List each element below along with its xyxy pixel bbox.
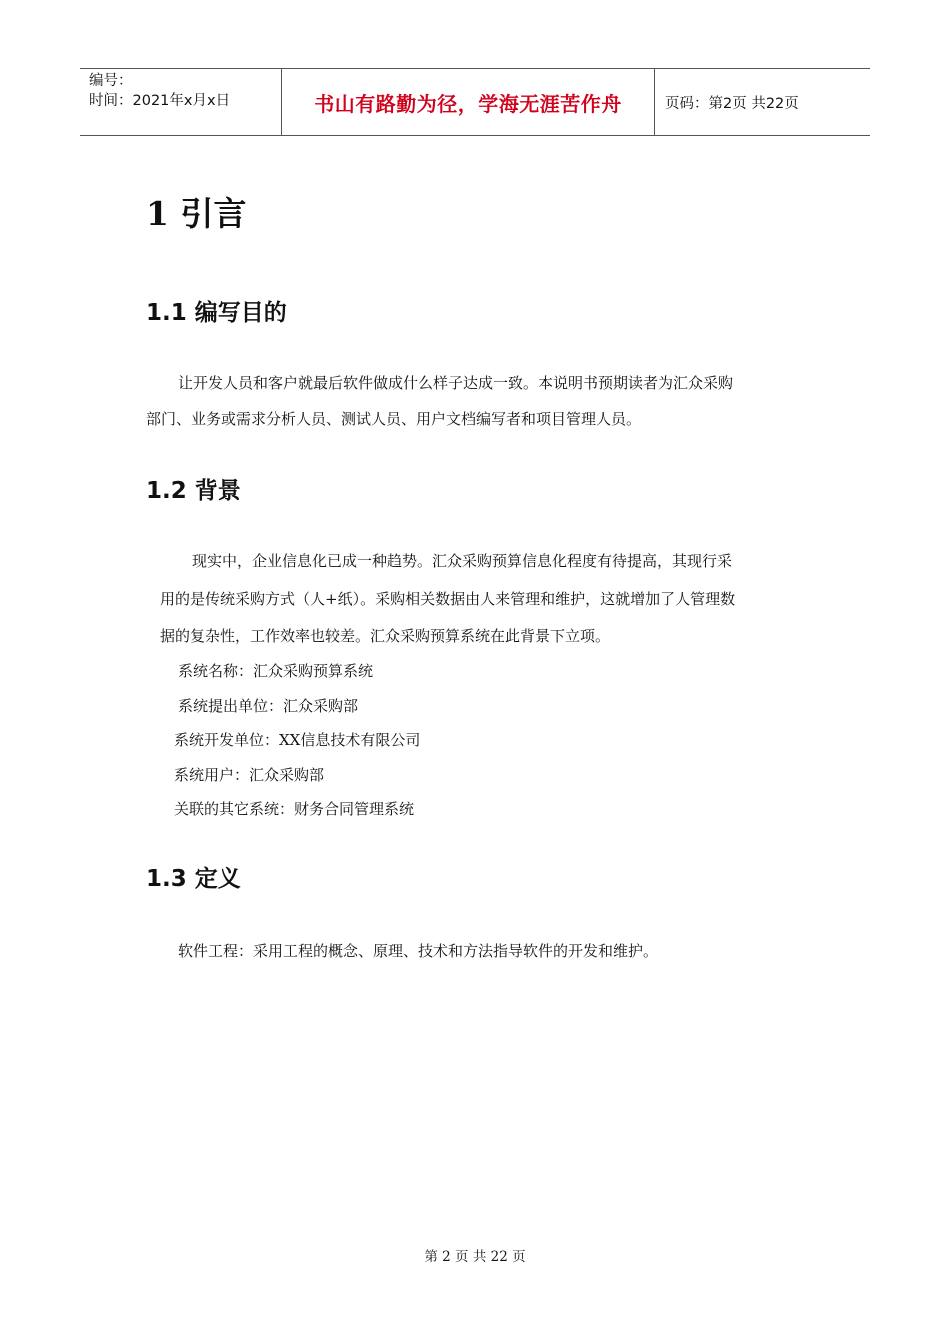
section-heading-1-1: 1.1 编写目的 [146, 300, 287, 326]
paragraph-line: 让开发人员和客户就最后软件做成什么样子达成一致。本说明书预期读者为汇众采购 [178, 374, 734, 392]
list-item: 系统提出单位：汇众采购部 [178, 697, 359, 715]
section-heading-1-3: 1.3 定义 [146, 866, 241, 892]
paragraph-line: 部门、业务或需求分析人员、测试人员、用户文档编写者和项目管理人员。 [146, 410, 642, 428]
header-number: 编号： [89, 73, 133, 89]
section-heading-1-2: 1.2 背景 [146, 478, 241, 504]
page-title: 1 引言 [146, 194, 247, 233]
header-meta [80, 69, 282, 135]
list-item: 关联的其它系统：财务合同管理系统 [174, 800, 415, 818]
list-item: 系统用户：汇众采购部 [174, 766, 325, 784]
header-time: 时间：2021年x月x日 [89, 93, 231, 109]
page-footer: 第 2 页 共 22 页 [424, 1249, 526, 1265]
list-item: 系统名称：汇众采购预算系统 [178, 662, 374, 680]
paragraph-line: 据的复杂性，工作效率也较差。汇众采购预算系统在此背景下立项。 [160, 627, 611, 645]
header-motto: 书山有路勤为径，学海无涯苦作舟 [282, 69, 655, 135]
paragraph-line: 用的是传统采购方式（人+纸）。采购相关数据由人来管理和维护，这就增加了人管理数 [160, 590, 736, 608]
page-header [80, 68, 870, 136]
paragraph-line: 软件工程：采用工程的概念、原理、技术和方法指导软件的开发和维护。 [178, 942, 659, 960]
paragraph-line: 现实中，企业信息化已成一种趋势。汇众采购预算信息化程度有待提高，其现行采 [192, 552, 733, 570]
list-item: 系统开发单位：XX信息技术有限公司 [174, 731, 421, 749]
header-page-info: 页码：第2页 共22页 [665, 95, 799, 112]
